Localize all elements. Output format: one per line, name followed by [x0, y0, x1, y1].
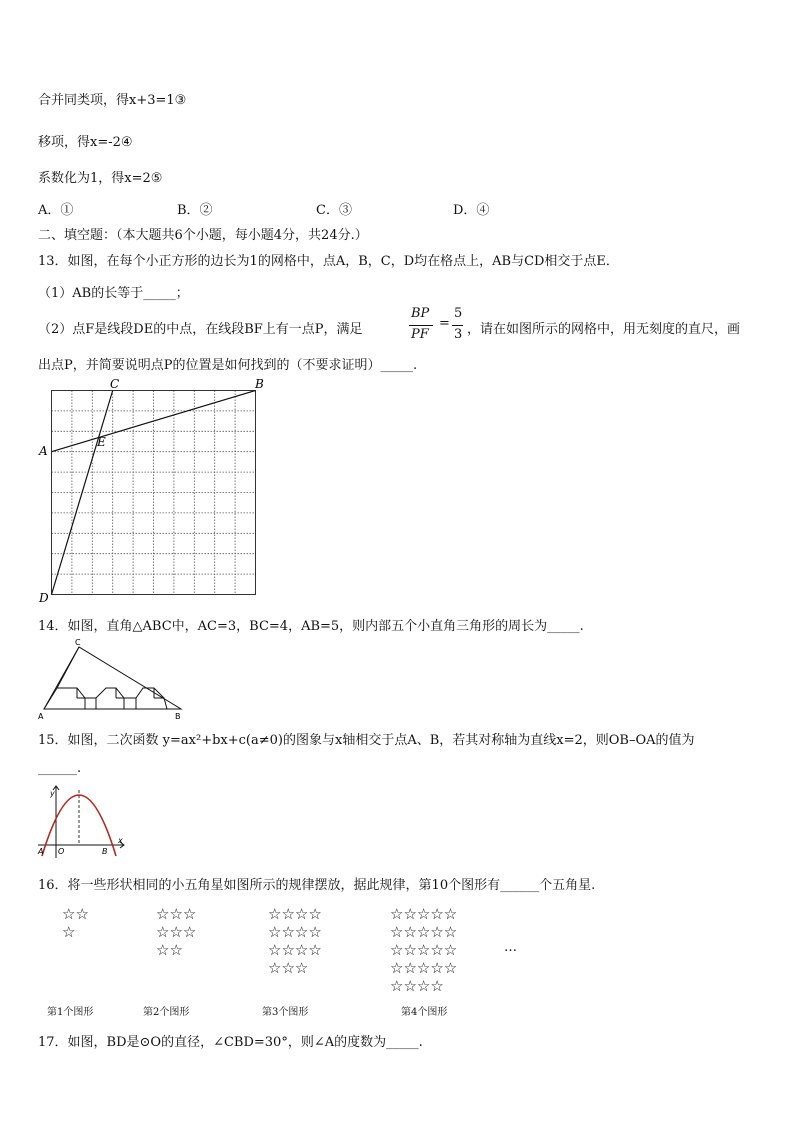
option-b: B．②	[177, 203, 213, 218]
point-c-label: C	[110, 377, 120, 391]
step-line-4: 移项，得x=-2④	[38, 135, 133, 150]
star-figure-1: ☆☆ ☆	[62, 905, 89, 941]
triangle-abc	[44, 647, 181, 709]
q15-parabola-figure	[36, 782, 128, 860]
frac-value-bar	[452, 325, 463, 326]
label-a: A	[38, 847, 44, 856]
q14-stem: 14．如图，直角△ABC中，AC=3，BC=4，AB=5，则内部五个小直角三角形的周长为_____.	[38, 619, 584, 634]
frac-equals: =	[439, 316, 450, 331]
tri-point-b: B	[175, 712, 181, 721]
q13-fraction	[409, 306, 469, 346]
q15-blank: ______.	[38, 761, 82, 776]
point-d-label: D	[39, 591, 49, 604]
frac-numerator: BP	[411, 306, 430, 321]
star-ellipsis: …	[504, 940, 517, 955]
q13-part2-after: ，请在如图所示的网格中，用无刻度的直尺，画	[467, 322, 741, 337]
q15-stem: 15．如图，二次函数 y=ax²+bx+c(a≠0)的图象与x轴相交于点A、B，若其对称轴为直线x=2，则OB–OA的值为	[38, 733, 695, 748]
caption-figure-1: 第1个图形	[47, 1007, 94, 1018]
label-b: B	[102, 847, 108, 856]
inner-small-triangles	[57, 647, 167, 709]
option-c: C．③	[316, 203, 352, 218]
frac-value-denominator: 3	[454, 327, 463, 342]
caption-figure-3: 第3个图形	[262, 1007, 309, 1018]
star-figure-3: ☆☆☆☆ ☆☆☆☆ ☆☆☆☆ ☆☆☆	[268, 905, 322, 977]
point-e-label: E	[97, 435, 106, 449]
section-heading: 二、填空题：（本大题共6个小题，每小题4分，共24分.）	[38, 228, 368, 243]
inner-edge	[44, 688, 57, 709]
star-figure-4: ☆☆☆☆☆ ☆☆☆☆☆ ☆☆☆☆☆ ☆☆☆☆☆ ☆☆☆☆	[390, 905, 458, 995]
y-label: y	[50, 789, 55, 798]
q13-grid-figure	[36, 376, 266, 604]
frac-denominator: PF	[411, 327, 429, 342]
step-line-3: 合并同类项，得x+3=1③	[38, 93, 187, 108]
q13-part1: （1）AB的长等于_____；	[38, 286, 189, 301]
point-b-label: B	[255, 377, 264, 391]
point-a-label: A	[39, 444, 48, 458]
x-label: x	[118, 836, 123, 845]
label-o: O	[58, 847, 65, 856]
option-d: D．④	[453, 203, 490, 218]
tri-point-a: A	[38, 712, 44, 721]
frac-value-numerator: 5	[454, 306, 463, 321]
q13-part2-line2: 出点P，并简要说明点P的位置是如何找到的（不要求证明）_____.	[38, 358, 418, 373]
q13-stem: 13．如图，在每个小正方形的边长为1的网格中，点A，B，C，D均在格点上，AB与CD相交于点E．	[38, 254, 619, 269]
tri-point-c: C	[75, 638, 81, 647]
step-line-5: 系数化为1，得x=2⑤	[38, 171, 163, 186]
star-figure-2: ☆☆☆ ☆☆☆ ☆☆	[156, 905, 197, 959]
caption-figure-2: 第2个图形	[143, 1007, 190, 1018]
q14-triangle-figure	[36, 636, 186, 722]
caption-figure-4: 第4个图形	[401, 1007, 448, 1018]
frac-bar	[409, 325, 433, 326]
q17-stem: 17．如图，BD是⊙O的直径，∠CBD=30°，则∠A的度数为_____.	[38, 1035, 423, 1050]
q13-part2-before: （2）点F是线段DE的中点，在线段BF上有一点P，满足	[38, 322, 363, 337]
option-a: A．①	[38, 203, 74, 218]
q16-stem: 16．将一些形状相同的小五角星如图所示的规律摆放，据此规律，第10个图形有______个五角星.	[38, 878, 596, 893]
